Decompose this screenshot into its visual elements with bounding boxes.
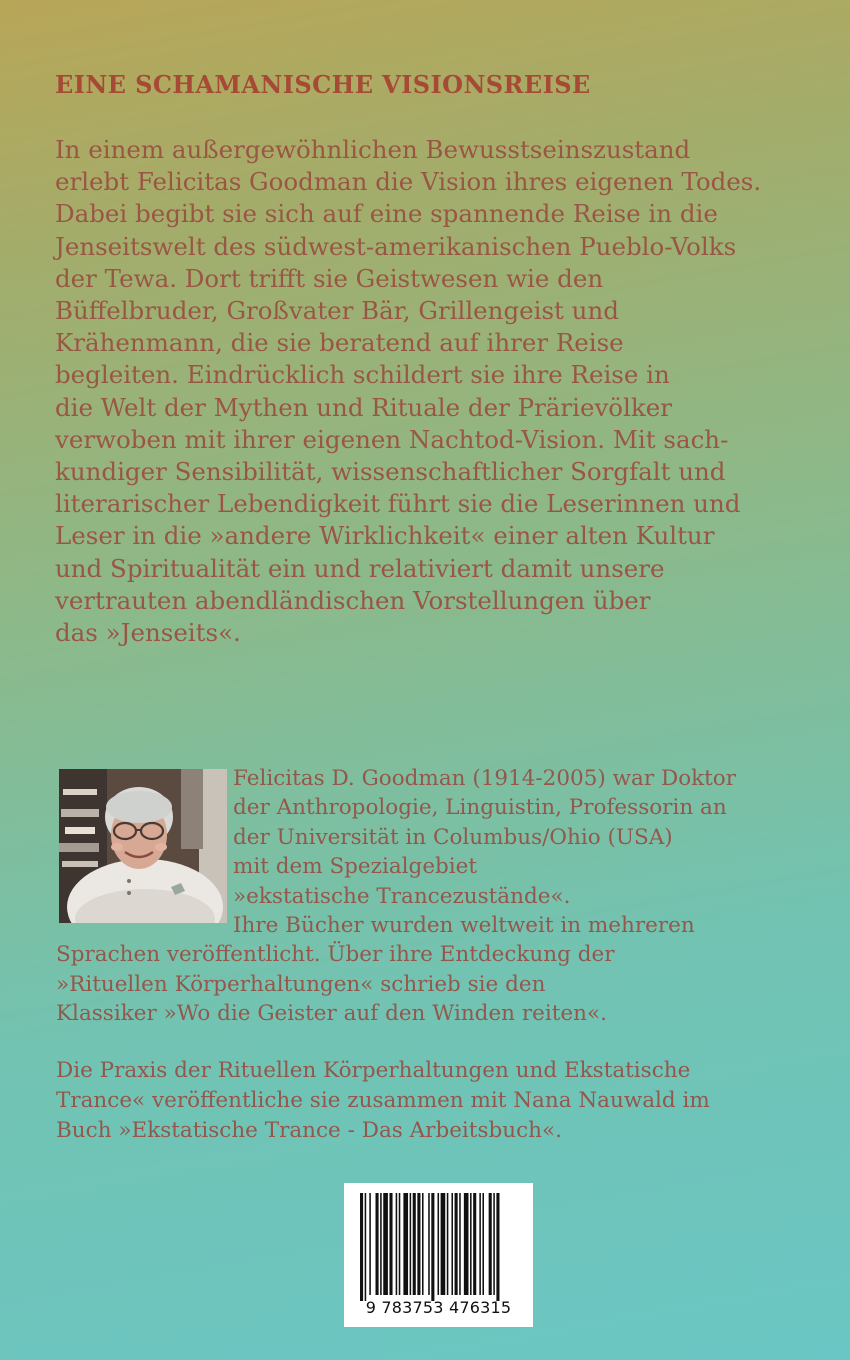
barcode-bar — [493, 1193, 495, 1295]
barcode-bar — [428, 1193, 430, 1295]
bio-line: »Rituellen Körperhaltungen« schrieb sie den — [56, 971, 546, 997]
barcode-bar — [441, 1193, 446, 1295]
blurb-line: Dabei begibt sie sich auf eine spannende Reise in die — [55, 199, 718, 229]
praxis-line: Trance« veröffentliche sie zusammen mit Nana Nauwald im — [56, 1088, 710, 1113]
bio-line: der Universität in Columbus/Ohio (USA) — [233, 824, 673, 850]
cover-title: EINE SCHAMANISCHE VISIONSREISE — [55, 70, 591, 99]
blurb-line: erlebt Felicitas Goodman die Vision ihres eigenen Todes. — [55, 167, 762, 197]
barcode-bar — [447, 1193, 449, 1295]
barcode-bar — [380, 1193, 382, 1295]
praxis-note — [56, 1056, 846, 1146]
blurb-line: In einem außergewöhnlichen Bewusstseinszustand — [55, 135, 691, 164]
barcode-bar — [489, 1193, 492, 1295]
barcode-bar — [464, 1193, 469, 1295]
barcode-bar — [399, 1193, 401, 1295]
blurb-line: Jenseitswelt des südwest-amerikanischen Pueblo-Volks — [55, 231, 737, 261]
author-bio — [56, 764, 846, 1029]
barcode-bar — [376, 1193, 379, 1295]
bio-line: »ekstatische Trancezustände«. — [233, 883, 571, 909]
barcode-bar — [413, 1193, 416, 1295]
barcode-bar — [479, 1193, 481, 1295]
barcode-bar — [383, 1193, 388, 1295]
blurb-line: kundiger Sensibilität, wissenschaftlicher Sorgfalt und — [55, 457, 726, 487]
isbn-digits: 9 783753 476315 — [365, 1298, 512, 1317]
praxis-line: Die Praxis der Rituellen Körperhaltungen und Ekstatische — [56, 1058, 691, 1083]
bio-line: Ihre Bücher wurden weltweit in mehreren — [233, 913, 695, 939]
isbn-barcode — [344, 1183, 533, 1327]
barcode-bar — [403, 1193, 408, 1295]
blurb-line: die Welt der Mythen und Rituale der Prärievölker — [55, 392, 672, 422]
barcode-bar — [365, 1193, 367, 1301]
barcode-bar — [438, 1193, 440, 1295]
barcode-bar — [417, 1193, 420, 1295]
bio-line: Felicitas D. Goodman (1914-2005) war Doktor — [233, 766, 737, 791]
blurb-line: verwoben mit ihrer eigenen Nachtod-Vision. Mit sach- — [55, 424, 729, 454]
barcode-bar — [470, 1193, 472, 1295]
barcode-bar — [410, 1193, 412, 1295]
bio-line: mit dem Spezialgebiet — [233, 854, 478, 880]
barcode-bar — [473, 1193, 476, 1295]
barcode-bar — [369, 1193, 371, 1295]
barcode-bar — [422, 1193, 424, 1295]
blurb-line: Büffelbruder, Großvater Bär, Grillengeist und — [55, 296, 619, 326]
blurb-text — [55, 134, 845, 649]
blurb-line: der Tewa. Dort trifft sie Geistwesen wie den — [55, 263, 604, 293]
blurb-line: begleiten. Eindrücklich schildert sie ihre Reise in — [55, 360, 670, 390]
bio-line: Klassiker »Wo die Geister auf den Winden reiten«. — [56, 1001, 607, 1027]
barcode-bar — [455, 1193, 458, 1295]
blurb-line: Leser in die »andere Wirklichkeit« einer alten Kultur — [55, 521, 715, 551]
barcode-bar — [396, 1193, 398, 1295]
blurb-line: Krähenmann, die sie beratend auf ihrer Reise — [55, 328, 624, 358]
praxis-line: Buch »Ekstatische Trance - Das Arbeitsbuch«. — [56, 1118, 562, 1143]
bio-line: Sprachen veröffentlicht. Über ihre Entdeckung der — [56, 942, 615, 968]
barcode-bar — [431, 1193, 434, 1301]
barcode-bar — [496, 1193, 499, 1301]
barcode-bar — [360, 1193, 363, 1301]
blurb-line: vertrauten abendländischen Vorstellungen über — [55, 585, 651, 615]
bio-line: der Anthropologie, Linguistin, Professorin an — [233, 795, 727, 821]
barcode-bar — [482, 1193, 484, 1295]
barcode-bar — [451, 1193, 453, 1295]
barcode-bar — [459, 1193, 461, 1295]
blurb-line: das »Jenseits«. — [55, 618, 241, 648]
blurb-line: literarischer Lebendigkeit führt sie die Leserinnen und — [55, 489, 741, 519]
blurb-line: und Spiritualität ein und relativiert damit unsere — [55, 553, 665, 583]
barcode-bar — [389, 1193, 392, 1295]
